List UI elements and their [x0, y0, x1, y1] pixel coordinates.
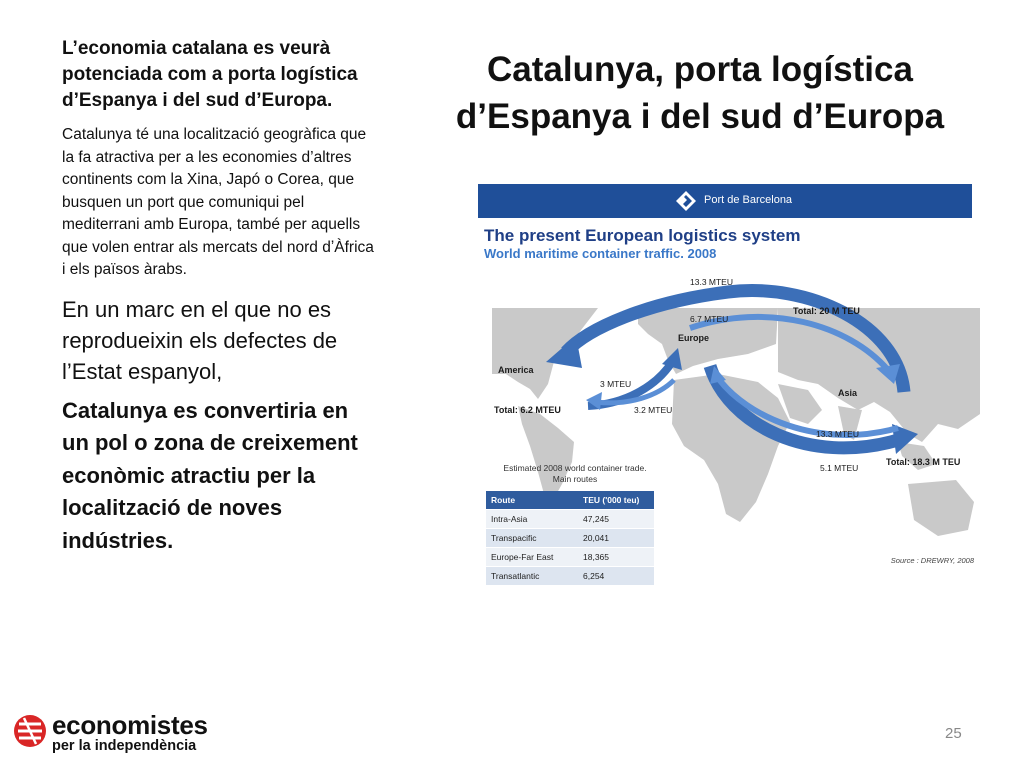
table-caption-line1: Estimated 2008 world container trade.	[503, 463, 647, 473]
teu-cell: 47,245	[578, 510, 654, 529]
column-header-route: Route	[486, 491, 578, 510]
table-row	[486, 510, 654, 529]
route-cell: Intra-Asia	[486, 510, 578, 529]
route-cell: Transatlantic	[486, 567, 578, 586]
table-header-row	[486, 491, 654, 510]
route-cell: Transpacific	[486, 529, 578, 548]
atlantic-east-label: 3.2 MTEU	[634, 405, 673, 415]
teu-cell: 20,041	[578, 529, 654, 548]
logistics-figure	[478, 184, 980, 580]
bottom-flow-label: 13.3 MTEU	[816, 429, 859, 439]
america-label: America	[498, 365, 534, 375]
asia-label: Asia	[838, 388, 858, 398]
table-row	[486, 529, 654, 548]
column-header-teu: TEU ('000 teu)	[578, 491, 654, 510]
slide-title: Catalunya, porta logística d’Espanya i del sud d’Europa	[455, 50, 945, 136]
mid-flow-label: 6.7 MTEU	[690, 314, 729, 324]
total-left-label: Total: 6.2 MTEU	[494, 405, 561, 415]
brand-name: Port de Barcelona	[704, 194, 793, 206]
page-number: 25	[945, 725, 962, 742]
bottom-return-label: 5.1 MTEU	[820, 463, 859, 473]
teu-cell: 18,365	[578, 548, 654, 567]
organization-logo-icon	[12, 712, 48, 750]
figure-title: The present European logistics system	[484, 226, 801, 245]
organization-name: economistes	[52, 710, 208, 740]
top-flow-label: 13.3 MTEU	[690, 277, 733, 287]
conclusion-paragraph: Catalunya es convertiria en un pol o zona de creixement econòmic atractiu per la localització de noves indústries.	[62, 397, 358, 553]
table-caption	[490, 463, 660, 485]
europe-label: Europe	[678, 333, 710, 343]
location-paragraph: Catalunya té una localització geogràfica que la fa atractiva per a les economies d’altres continents com la Xina, Japó o Corea, que busquen un port que comuniqui pel mediterrani amb Europa, també per aquells que volen entrar als mercats del nord dʼÀfrica i els països àrabs.	[62, 126, 374, 278]
intro-heading: L’economia catalana es veurà potenciada com a porta logística d’Espanya i del sud d’Europa.	[62, 38, 358, 111]
framework-paragraph: En un marc en el que no es reprodueixin els defectes de l’Estat espanyol,	[62, 296, 338, 384]
organization-tagline: per la independència	[52, 738, 197, 754]
total-top-label: Total: 20 M TEU	[793, 306, 860, 316]
routes-table	[486, 491, 654, 585]
source-note: Source : DREWRY, 2008	[890, 556, 974, 565]
table-row	[486, 567, 654, 586]
table-row	[486, 548, 654, 567]
route-cell: Europe-Far East	[486, 548, 578, 567]
total-right-label: Total: 18.3 M TEU	[886, 457, 961, 467]
table-caption-line2: Main routes	[552, 474, 598, 484]
figure-subtitle: World maritime container traffic. 2008	[484, 246, 717, 261]
left-column	[62, 36, 380, 557]
teu-cell: 6,254	[578, 567, 654, 586]
atlantic-west-label: 3 MTEU	[600, 379, 632, 389]
